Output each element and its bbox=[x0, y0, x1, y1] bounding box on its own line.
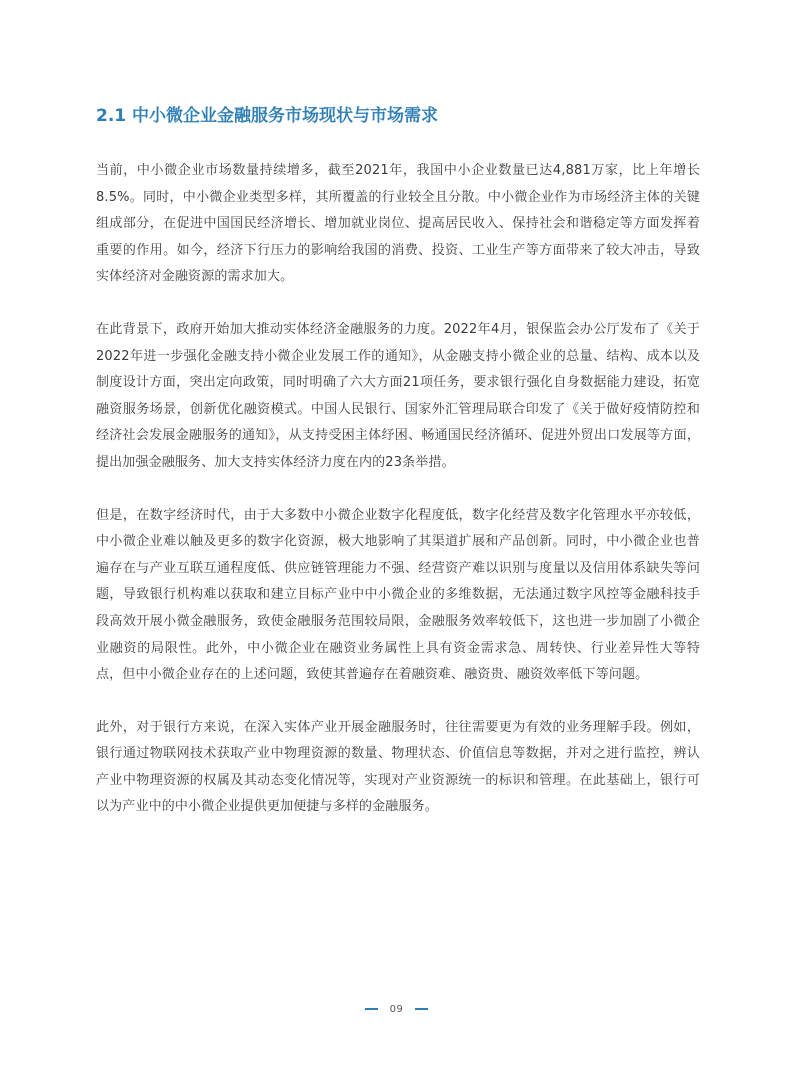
page-number: 09 bbox=[389, 1003, 404, 1015]
paragraph-digital-challenges: 但是，在数字经济时代，由于大多数中小微企业数字化程度低，数字化经营及数字化管理水平亦较低，中小微企业难以触及更多的数字化资源，极大地影响了其渠道扩展和产品创新。同时，中小微企业也普遍存在与产业互联互通程度低、供应链管理能力不强、经营资产难以识别与度量以及信用体系缺失等问题，导致银行机构难以获取和建立目标产业中中小微企业的多维数据，无法通过数字风控等金融科技手段高效开展小微金融服务，致使金融服务范围较局限，金融服务效率较低下，这也进一步加剧了小微企业融资的局限性。此外，中小微企业在融资业务属性上具有资金需求急、周转快、行业差异性大等特点，但中小微企业存在的上述问题，致使其普遍存在着融资难、融资贵、融资效率低下等问题。 bbox=[96, 507, 700, 683]
page-footer bbox=[0, 998, 793, 1020]
section-title: 2.1 中小微企业金融服务市场现状与市场需求 bbox=[96, 106, 439, 126]
paragraph-policy-background: 在此背景下，政府开始加大推动实体经济金融服务的力度。2022年4月，银保监会办公厅发布了《关于2022年进一步强化金融支持小微企业发展工作的通知》，从金融支持小微企业的总量、结构、成本以及制度设计方面，突出定向政策，同时明确了六大方面21项任务，要求银行强化自身数据能力建设，拓宽融资服务场景，创新优化融资模式。中国人民银行、国家外汇管理局联合印发了《关于做好疫情防控和经济社会发展金融服务的通知》，从支持受困主体纾困、畅通国民经济循环、促进外贸出口发展等方面，提出加强金融服务、加大支持实体经济力度在内的23条举措。 bbox=[96, 321, 700, 470]
paragraph-bank-perspective: 此外，对于银行方来说，在深入实体产业开展金融服务时，往往需要更为有效的业务理解手段。例如，银行通过物联网技术获取产业中物理资源的数量、物理状态、价值信息等数据，并对之进行监控，辨认产业中物理资源的权属及其动态变化情况等，实现对产业资源统一的标识和管理。在此基础上，银行可以为产业中的中小微企业提供更加便捷与多样的金融服务。 bbox=[96, 719, 700, 815]
footer-dash-left bbox=[365, 1008, 378, 1010]
body-text bbox=[96, 158, 700, 847]
footer-dash-right bbox=[415, 1008, 428, 1010]
paragraph-current-status: 当前，中小微企业市场数量持续增多，截至2021年，我国中小企业数量已达4,881万家，比上年增长8.5%。同时，中小微企业类型多样，其所覆盖的行业较全且分散。中小微企业作为市场经济主体的关键组成部分，在促进中国国民经济增长、增加就业岗位、提高居民收入、保持社会和谐稳定等方面发挥着重要的作用。如今，经济下行压力的影响给我国的消费、投资、工业生产等方面带来了较大冲击，导致实体经济对金融资源的需求加大。 bbox=[96, 163, 700, 285]
